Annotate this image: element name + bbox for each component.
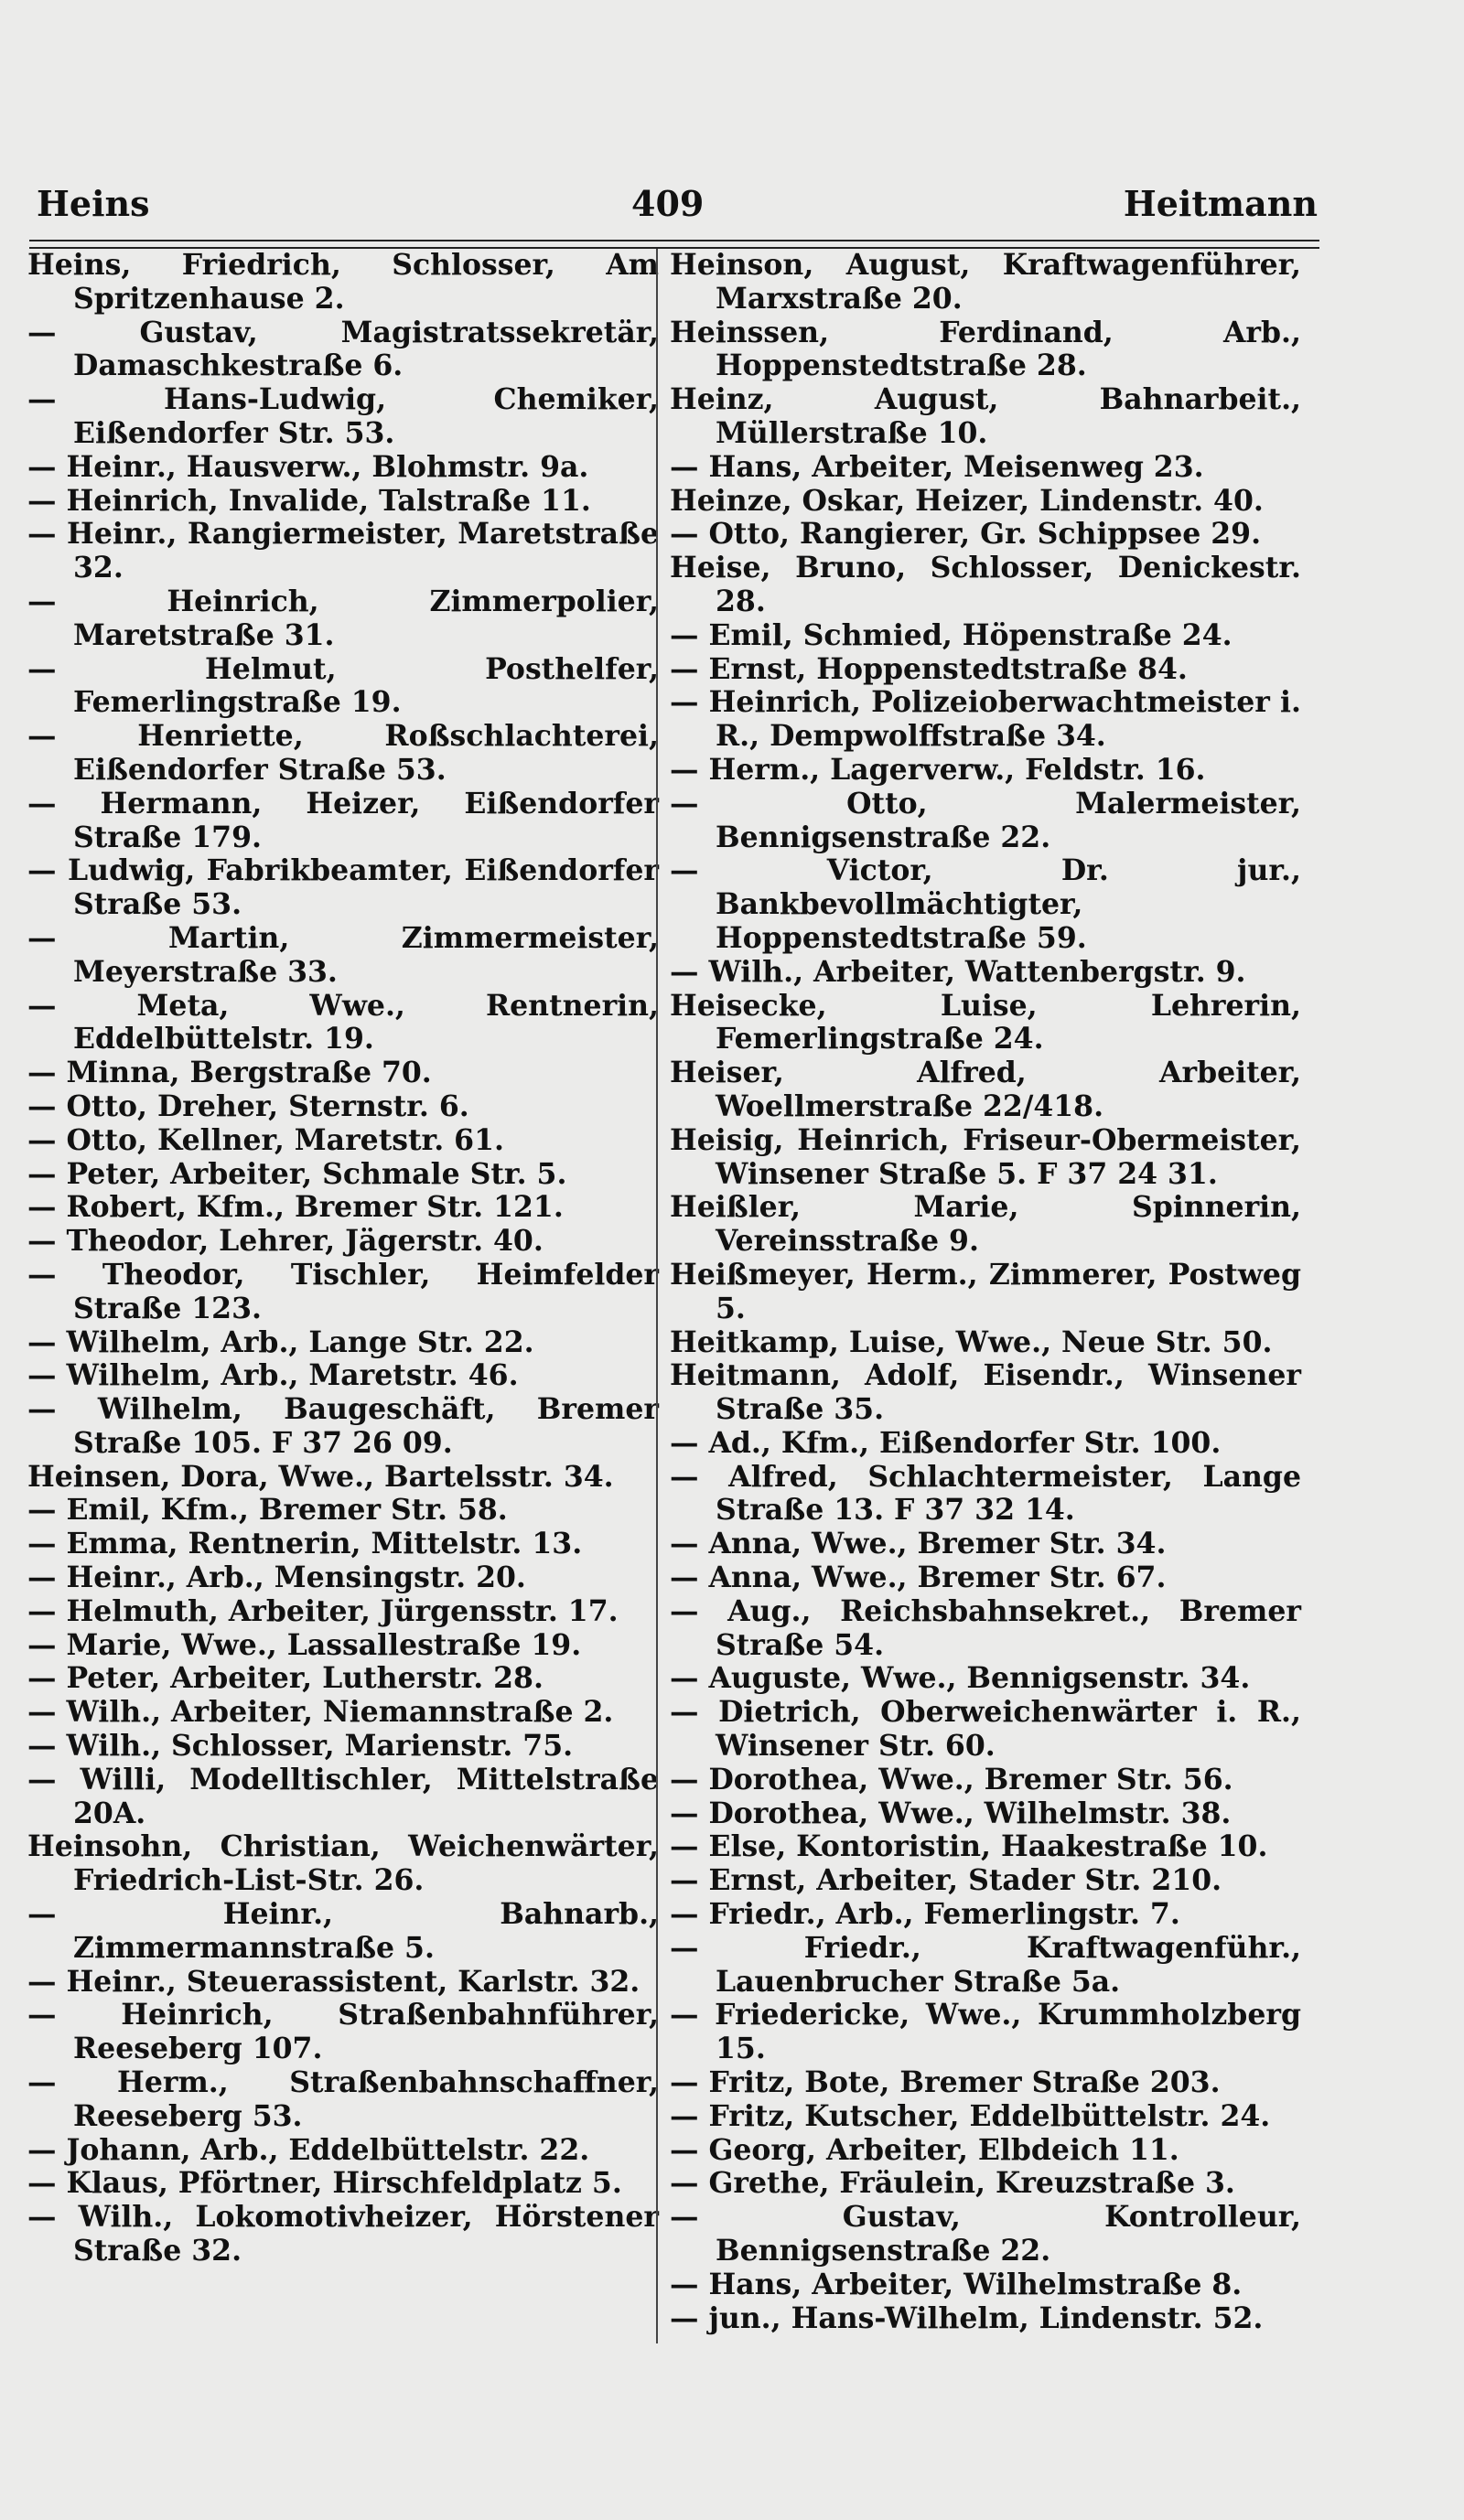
directory-entry: Heisig, Heinrich, Friseur-Obermeister, Winsener Straße 5. F 37 24 31. (670, 1122, 1301, 1191)
directory-entry: — Heinr., Bahnarb., Zimmermannstraße 5. (27, 1897, 659, 1965)
directory-entry: — Anna, Wwe., Bremer Str. 67. (670, 1560, 1167, 1595)
directory-entry: — Theodor, Tischler, Heimfelder Straße 123. (27, 1257, 659, 1325)
directory-entry: — Hermann, Heizer, Eißendorfer Straße 179. (27, 786, 659, 854)
directory-entry: — Helmut, Posthelfer, Femerlingstraße 19. (27, 651, 659, 720)
directory-entry: — Theodor, Lehrer, Jägerstr. 40. (27, 1224, 544, 1259)
directory-entry: — Emil, Schmied, Höpenstraße 24. (670, 617, 1233, 652)
directory-entry: Heitkamp, Luise, Wwe., Neue Str. 50. (670, 1324, 1273, 1359)
directory-entry: — Otto, Rangierer, Gr. Schippsee 29. (670, 517, 1262, 552)
directory-entry: — Wilhelm, Arb., Lange Str. 22. (27, 1324, 534, 1359)
directory-entry: — Ernst, Arbeiter, Stader Str. 210. (670, 1863, 1222, 1898)
column-divider (656, 249, 658, 2343)
directory-entry: — Meta, Wwe., Rentnerin, Eddelbüttelstr. 19. (27, 988, 659, 1056)
directory-entry: — Emma, Rentnerin, Mittelstr. 13. (27, 1527, 583, 1561)
directory-entry: — Ludwig, Fabrikbeamter, Eißendorfer Straße 53. (27, 853, 659, 922)
directory-entry: — Otto, Malermeister, Bennigsenstraße 22. (670, 786, 1301, 854)
left-column (27, 249, 659, 2268)
directory-entry: — Heinrich, Polizeioberwachtmeister i. R., Dempwolffstraße 34. (670, 685, 1301, 754)
directory-entry: — Auguste, Wwe., Bennigsenstr. 34. (670, 1661, 1251, 1696)
directory-entry: — Peter, Arbeiter, Lutherstr. 28. (27, 1661, 544, 1696)
directory-entry: — Hans, Arbeiter, Wilhelmstraße 8. (670, 2267, 1243, 2301)
directory-entry: — Dorothea, Wwe., Bremer Str. 56. (670, 1762, 1233, 1796)
directory-entry: — Heinrich, Zimmerpolier, Maretstraße 31. (27, 584, 659, 652)
directory-entry: — Heinr., Hausverw., Blohmstr. 9a. (27, 449, 589, 484)
directory-entry: — Dietrich, Oberweichenwärter i. R., Winsener Str. 60. (670, 1695, 1301, 1764)
header-left-keyword: Heins (37, 183, 150, 224)
directory-entry: — Herm., Lagerverw., Feldstr. 16. (670, 752, 1206, 787)
directory-entry: — Friedr., Kraftwagenführ., Lauenbrucher Straße 5a. (670, 1930, 1301, 1999)
directory-entry: — Hans-Ludwig, Chemiker, Eißendorfer Str. 53. (27, 382, 659, 450)
directory-entry: — Ad., Kfm., Eißendorfer Str. 100. (670, 1425, 1222, 1460)
directory-entry: Heinze, Oskar, Heizer, Lindenstr. 40. (670, 483, 1264, 518)
directory-entry: — jun., Hans-Wilhelm, Lindenstr. 52. (670, 2300, 1264, 2335)
directory-entry: — Henriette, Roßschlachterei, Eißendorfer Straße 53. (27, 719, 659, 787)
directory-entry: — Robert, Kfm., Bremer Str. 121. (27, 1190, 564, 1225)
directory-entry: — Wilhelm, Arb., Maretstr. 46. (27, 1358, 519, 1393)
directory-entry: — Anna, Wwe., Bremer Str. 34. (670, 1527, 1167, 1561)
directory-entry: — Else, Kontoristin, Haakestraße 10. (670, 1829, 1268, 1864)
directory-entry: Heiser, Alfred, Arbeiter, Woellmerstraße 22/418. (670, 1056, 1301, 1123)
directory-entry: — Fritz, Kutscher, Eddelbüttelstr. 24. (670, 2098, 1271, 2133)
directory-entry: — Johann, Arb., Eddelbüttelstr. 22. (27, 2132, 590, 2167)
directory-entry: — Wilhelm, Baugeschäft, Bremer Straße 105. F 37 26 09. (27, 1392, 659, 1460)
directory-entry: — Herm., Straßenbahnschaffner, Reeseberg 53. (27, 2065, 659, 2133)
directory-entry: Heinsohn, Christian, Weichenwärter, Friedrich-List-Str. 26. (27, 1829, 659, 1898)
page-header (37, 174, 1318, 238)
directory-entry: — Heinr., Rangiermeister, Maretstraße 32. (27, 517, 659, 585)
directory-entry: — Peter, Arbeiter, Schmale Str. 5. (27, 1156, 567, 1191)
directory-entry: — Grethe, Fräulein, Kreuzstraße 3. (670, 2166, 1235, 2201)
directory-entry: — Heinrich, Invalide, Talstraße 11. (27, 483, 591, 518)
directory-entry: — Aug., Reichsbahnsekret., Bremer Straße 54. (670, 1593, 1301, 1662)
directory-entry: — Otto, Kellner, Maretstr. 61. (27, 1122, 504, 1157)
directory-entry: — Gustav, Magistratssekretär, Damaschkestraße 6. (27, 315, 659, 383)
directory-entry: — Wilh., Lokomotivheizer, Hörstener Straße 32. (27, 2200, 659, 2268)
directory-entry: — Heinrich, Straßenbahnführer, Reeseberg 107. (27, 1998, 659, 2066)
directory-entry: — Emil, Kfm., Bremer Str. 58. (27, 1493, 508, 1528)
directory-entry: Heinsen, Dora, Wwe., Bartelsstr. 34. (27, 1459, 614, 1494)
directory-entry: — Otto, Dreher, Sternstr. 6. (27, 1088, 469, 1123)
directory-entry: — Minna, Bergstraße 70. (27, 1056, 432, 1090)
directory-entry: Heitmann, Adolf, Eisendr., Winsener Straße 35. (670, 1358, 1301, 1427)
directory-entry: Heinssen, Ferdinand, Arb., Hoppenstedtstraße 28. (670, 315, 1301, 383)
right-column (670, 249, 1301, 2335)
directory-entry: — Alfred, Schlachtermeister, Lange Straße 13. F 37 32 14. (670, 1459, 1301, 1528)
directory-entry: Heisecke, Luise, Lehrerin, Femerlingstraße 24. (670, 988, 1301, 1056)
directory-entry: — Hans, Arbeiter, Meisenweg 23. (670, 449, 1204, 484)
header-right-keyword: Heitmann (1123, 183, 1318, 224)
directory-entry: Heinson, August, Kraftwagenführer, Marxstraße 20. (670, 248, 1301, 316)
directory-entry: — Georg, Arbeiter, Elbdeich 11. (670, 2132, 1179, 2167)
directory-entry: — Marie, Wwe., Lassallestraße 19. (27, 1627, 582, 1662)
directory-entry: — Friedr., Arb., Femerlingstr. 7. (670, 1897, 1180, 1932)
directory-entry: — Wilh., Arbeiter, Niemannstraße 2. (27, 1695, 614, 1730)
directory-entry: — Klaus, Pförtner, Hirschfeldplatz 5. (27, 2166, 622, 2201)
directory-entry: Heißler, Marie, Spinnerin, Vereinsstraße 9. (670, 1190, 1301, 1259)
directory-entry: — Helmuth, Arbeiter, Jürgensstr. 17. (27, 1593, 619, 1628)
directory-entry: — Victor, Dr. jur., Bankbevollmächtigter, Hoppenstedtstraße 59. (670, 853, 1301, 955)
directory-entry: — Dorothea, Wwe., Wilhelmstr. 38. (670, 1796, 1232, 1830)
directory-entry: — Ernst, Hoppenstedtstraße 84. (670, 651, 1188, 686)
directory-entry: Heißmeyer, Herm., Zimmerer, Postweg 5. (670, 1257, 1301, 1325)
directory-entry: — Wilh., Schlosser, Marienstr. 75. (27, 1729, 574, 1764)
directory-entry: — Martin, Zimmermeister, Meyerstraße 33. (27, 920, 659, 989)
directory-entry: Heinz, August, Bahnarbeit., Müllerstraße 10. (670, 382, 1301, 450)
directory-entry: — Wilh., Arbeiter, Wattenbergstr. 9. (670, 954, 1246, 989)
directory-entry: — Friedericke, Wwe., Krummholzberg 15. (670, 1998, 1301, 2066)
directory-entry: Heins, Friedrich, Schlosser, Am Spritzenhause 2. (27, 248, 659, 316)
directory-entry: — Heinr., Steuerassistent, Karlstr. 32. (27, 1964, 640, 1999)
directory-entry: — Gustav, Kontrolleur, Bennigsenstraße 22. (670, 2200, 1301, 2268)
page-number: 409 (631, 183, 705, 224)
directory-entry: — Willi, Modelltischler, Mittelstraße 20A. (27, 1762, 659, 1830)
directory-entry: Heise, Bruno, Schlosser, Denickestr. 28. (670, 551, 1301, 618)
directory-entry: — Fritz, Bote, Bremer Straße 203. (670, 2065, 1221, 2100)
directory-entry: — Heinr., Arb., Mensingstr. 20. (27, 1560, 526, 1595)
